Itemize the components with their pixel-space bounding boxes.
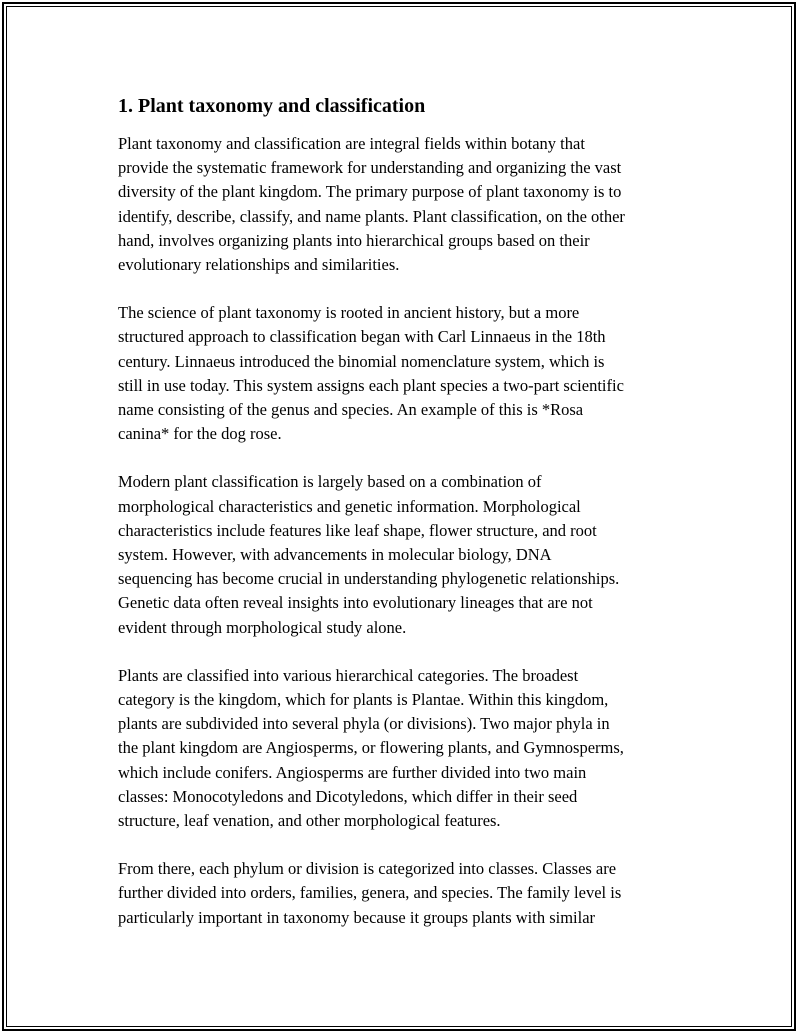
paragraph-line: identify, describe, classify, and name plants. Plant classification, on the other bbox=[118, 206, 625, 226]
paragraph-line: hand, involves organizing plants into hierarchical groups based on their bbox=[118, 230, 590, 250]
paragraph-2 bbox=[118, 301, 698, 446]
paragraph-line: particularly important in taxonomy because it groups plants with similar bbox=[118, 907, 596, 927]
paragraph-1 bbox=[118, 132, 698, 277]
paragraph-line: morphological characteristics and genetic information. Morphological bbox=[118, 496, 581, 516]
paragraph-line: further divided into orders, families, genera, and species. The family level is bbox=[118, 883, 622, 903]
paragraph-line: still in use today. This system assigns each plant species a two-part scientific bbox=[118, 375, 624, 395]
paragraph-line: The science of plant taxonomy is rooted in ancient history, but a more bbox=[118, 303, 580, 323]
paragraph-line: which include conifers. Angiosperms are further divided into two main bbox=[118, 762, 587, 782]
paragraph-line: evident through morphological study alone. bbox=[118, 617, 407, 637]
paragraph-line: characteristics include features like leaf shape, flower structure, and root bbox=[118, 520, 597, 540]
paragraph-line: canina* for the dog rose. bbox=[118, 424, 282, 444]
paragraph-4 bbox=[118, 664, 698, 833]
paragraph-line: plants are subdivided into several phyla (or divisions). Two major phyla in bbox=[118, 714, 610, 734]
paragraph-line: name consisting of the genus and species. An example of this is *Rosa bbox=[118, 400, 584, 420]
paragraph-line: century. Linnaeus introduced the binomial nomenclature system, which is bbox=[118, 351, 605, 371]
document-body bbox=[118, 94, 698, 954]
paragraph-5 bbox=[118, 857, 698, 930]
paragraph-line: Plant taxonomy and classification are integral fields within botany that bbox=[118, 134, 585, 153]
section-title: 1. Plant taxonomy and classification bbox=[118, 95, 426, 117]
paragraph-line: structured approach to classification began with Carl Linnaeus in the 18th bbox=[118, 327, 606, 347]
paragraph-line: provide the systematic framework for understanding and organizing the vast bbox=[118, 158, 622, 178]
paragraph-line: diversity of the plant kingdom. The primary purpose of plant taxonomy is to bbox=[118, 182, 622, 202]
paragraph-line: evolutionary relationships and similarities. bbox=[118, 255, 400, 275]
paragraph-line: structure, leaf venation, and other morphological features. bbox=[118, 811, 501, 831]
paragraph-line: Modern plant classification is largely based on a combination of bbox=[118, 472, 542, 492]
paragraph-line: classes: Monocotyledons and Dicotyledons, which differ in their seed bbox=[118, 786, 578, 806]
paragraph-line: Genetic data often reveal insights into evolutionary lineages that are not bbox=[118, 593, 593, 613]
paragraph-line: the plant kingdom are Angiosperms, or flowering plants, and Gymnosperms, bbox=[118, 738, 624, 758]
paragraph-line: Plants are classified into various hierarchical categories. The broadest bbox=[118, 665, 579, 685]
paragraph-line: From there, each phylum or division is categorized into classes. Classes are bbox=[118, 859, 617, 879]
paragraph-line: system. However, with advancements in molecular biology, DNA bbox=[118, 545, 552, 565]
paragraph-line: category is the kingdom, which for plants is Plantae. Within this kingdom, bbox=[118, 690, 609, 710]
paragraph-3 bbox=[118, 470, 698, 639]
paragraph-line: sequencing has become crucial in understanding phylogenetic relationships. bbox=[118, 569, 620, 589]
